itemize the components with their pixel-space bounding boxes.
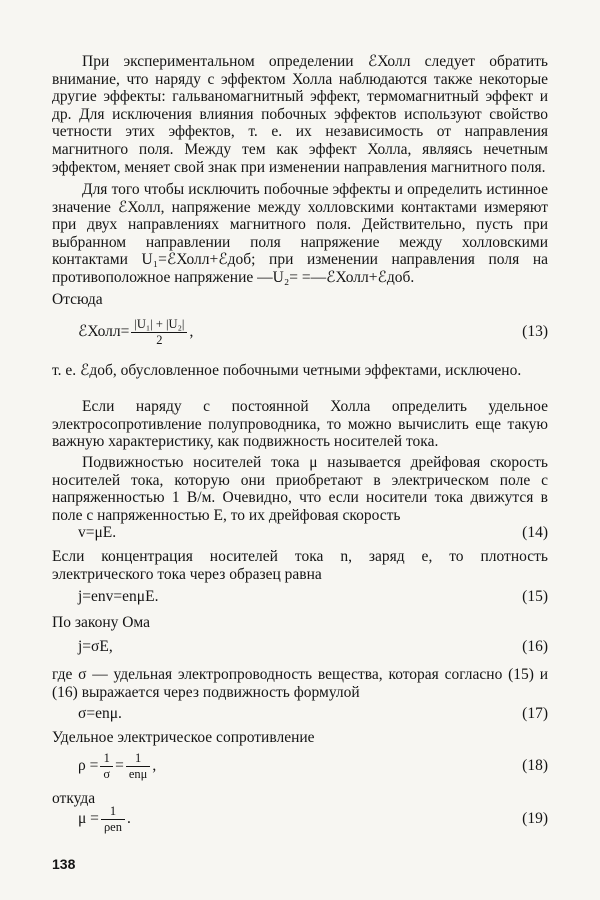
paragraph-mobility-intro: Если наряду с постоянной Холла определить удельное электросопротивление полупроводника, то можно вычислить еще такую важную характеристику, как подвижность носителей тока. (52, 398, 548, 451)
paragraph-side-effect-excluded: т. е. ℰдоб, обусловленное побочными четными эффектами, исключено. (52, 362, 522, 379)
paragraph-exclude-side-effects: Для того чтобы исключить побочные эффекты и определить истинное значение ℰХолл, напряжение между холловскими контактами измеряют при двух направлениях магнитного поля. Действительно, пусть при выбранном направлении поля напряжение между холловскими контактами U₁=ℰХолл+ℰдоб; при изменении направления поля на противоположное напряжение —U₂= =—ℰХолл+ℰдоб. (52, 181, 548, 286)
equation-number: (19) (522, 810, 548, 827)
equation-number: (18) (522, 757, 548, 774)
equation-16: j=σE, (16) (78, 632, 548, 662)
equation-number: (14) (522, 524, 548, 541)
paragraph-resistivity: Удельное электрическое сопротивление (52, 729, 315, 746)
paragraph-mobility-definition: Подвижностью носителей тока μ называется дрейфовая скорость носителей тока, которую они приобретают в электрическом поле с напряженностью 1 В/м. Очевидно, что если носители тока движутся в поле с напряженностью E, то их дрейфовая скорость (52, 454, 548, 524)
paragraph-current-density: Если концентрация носителей тока n, заряд e, то плотность электрического тока через образец равна (52, 548, 548, 583)
page-number: 138 (52, 856, 76, 872)
equation-15: j=env=enμE. (15) (78, 582, 548, 612)
fraction-18b: $\frac{1}{\text{enμ}}$ (126, 752, 151, 781)
equation-18: ρ = $\frac{1}{\sigma}$ = $\frac{1}{\text{enμ}}$ , (18) (78, 745, 548, 787)
fraction-18a: $\frac{1}{\sigma}$ (100, 752, 113, 781)
equation-number: (15) (522, 588, 548, 605)
paragraph-ohm-law: По закону Ома (52, 614, 151, 631)
equation-19: μ = $\frac{1}{\text{ρen}}$ . (19) (78, 798, 548, 840)
paragraph-conductivity: где σ — удельная электропроводность вещества, которая согласно (15) и (16) выражается через подвижность формулой (52, 666, 548, 701)
equation-17: σ=enμ. (17) (78, 699, 548, 729)
equation-number: (16) (522, 638, 548, 655)
fraction-13: $\frac{\text{|U₁| + |U₂|}}{2}$ (131, 318, 187, 347)
equation-number: (17) (522, 705, 548, 722)
equation-14: v=μE. (14) (78, 518, 548, 548)
paragraph-whence: откуда (52, 790, 96, 807)
equation-13: ℰХолл= $\frac{\text{|U₁| + |U₂|}}{2}$ , (13) (78, 311, 548, 353)
fraction-19: $\frac{1}{\text{ρen}}$ (101, 805, 125, 834)
paragraph-hall-side-effects: При экспериментальном определении ℰХолл следует обратить внимание, что наряду с эффектом Холла наблюдаются также некоторые другие эффекты: гальваномагнитный эффект, термомагнитный эффект и др. Для исключения влияния побочных эффектов используют свойство четности этих эффектов, т. е. их независимость от направления магнитного поля. Между тем как эффект Холла, являясь нечетным эффектом, меняет свой знак при изменении направления магнитного поля. (52, 53, 548, 176)
paragraph-hence: Отсюда (52, 291, 103, 308)
equation-number: (13) (522, 323, 548, 340)
